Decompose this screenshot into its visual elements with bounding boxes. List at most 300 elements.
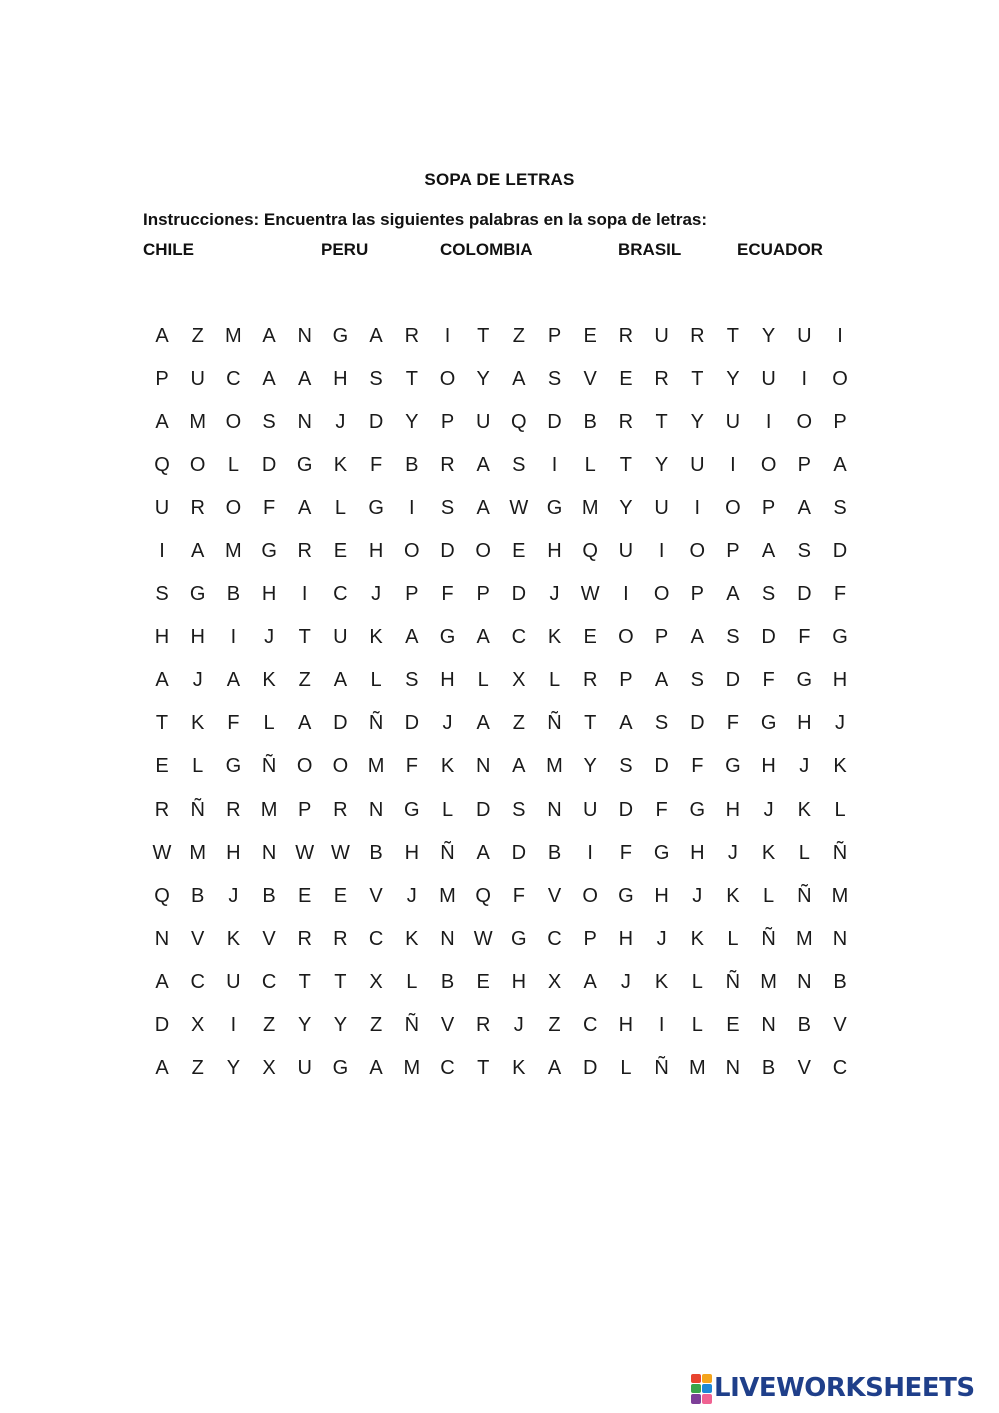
grid-cell[interactable]: P xyxy=(726,540,740,563)
grid-cell[interactable]: L xyxy=(798,841,810,864)
grid-cell[interactable]: C xyxy=(368,927,384,950)
grid-cell[interactable]: O xyxy=(225,497,242,520)
grid-cell[interactable]: T xyxy=(619,454,632,477)
grid-cell[interactable]: C xyxy=(582,1013,598,1036)
grid-cell[interactable]: Y xyxy=(761,325,776,347)
grid-cell[interactable]: N xyxy=(368,798,384,821)
grid-cell[interactable]: U xyxy=(475,411,491,434)
grid-cell[interactable]: S xyxy=(369,368,383,391)
grid-cell[interactable]: S xyxy=(761,583,776,606)
grid-cell[interactable]: C xyxy=(190,970,205,993)
grid-cell[interactable]: L xyxy=(584,454,596,477)
grid-cell[interactable]: F xyxy=(691,755,704,778)
grid-cell[interactable]: N xyxy=(761,1013,776,1036)
grid-cell[interactable]: X xyxy=(547,970,562,993)
grid-cell[interactable]: D xyxy=(690,712,705,735)
grid-cell[interactable]: G xyxy=(332,1056,349,1079)
grid-cell[interactable]: S xyxy=(512,798,526,821)
grid-cell[interactable]: C xyxy=(511,626,527,649)
grid-cell[interactable]: D xyxy=(475,798,491,821)
grid-cell[interactable]: R xyxy=(333,798,348,821)
grid-cell[interactable]: A xyxy=(155,411,169,434)
grid-cell[interactable]: K xyxy=(690,927,704,950)
grid-cell[interactable]: Y xyxy=(405,411,419,434)
grid-cell[interactable]: U xyxy=(618,540,634,563)
grid-cell[interactable]: I xyxy=(837,325,843,347)
grid-cell[interactable]: R xyxy=(297,540,312,563)
grid-cell[interactable]: U xyxy=(297,1056,312,1079)
grid-cell[interactable]: A xyxy=(298,712,312,735)
grid-cell[interactable]: H xyxy=(618,927,634,950)
grid-cell[interactable]: I xyxy=(658,540,665,563)
grid-cell[interactable]: K xyxy=(191,712,205,735)
grid-cell[interactable]: W xyxy=(509,497,529,520)
grid-cell[interactable]: L xyxy=(406,970,418,993)
grid-cell[interactable]: D xyxy=(797,583,812,606)
grid-cell[interactable]: I xyxy=(409,497,415,520)
grid-cell[interactable]: A xyxy=(512,368,526,391)
grid-cell[interactable]: A xyxy=(262,368,276,391)
grid-cell[interactable]: F xyxy=(619,841,632,864)
grid-cell[interactable]: V xyxy=(583,368,597,391)
grid-cell[interactable]: T xyxy=(691,368,704,391)
grid-cell[interactable]: H xyxy=(797,712,812,735)
grid-cell[interactable]: W xyxy=(473,927,493,950)
grid-cell[interactable]: U xyxy=(333,626,348,649)
grid-cell[interactable]: S xyxy=(262,411,276,434)
grid-cell[interactable]: D xyxy=(404,712,420,735)
grid-cell[interactable]: Ñ xyxy=(261,755,277,778)
grid-cell[interactable]: I xyxy=(444,325,451,347)
grid-cell[interactable]: A xyxy=(369,325,383,347)
grid-cell[interactable]: I xyxy=(587,841,593,864)
grid-cell[interactable]: T xyxy=(655,411,668,434)
grid-cell[interactable]: V xyxy=(369,884,383,907)
grid-cell[interactable]: P xyxy=(654,626,669,649)
grid-cell[interactable]: C xyxy=(547,927,562,950)
grid-cell[interactable]: A xyxy=(654,669,669,692)
grid-cell[interactable]: P xyxy=(619,669,633,692)
grid-cell[interactable]: R xyxy=(404,325,420,347)
grid-cell[interactable]: H xyxy=(226,841,241,864)
grid-cell[interactable]: N xyxy=(297,325,312,347)
grid-cell[interactable]: I xyxy=(765,411,772,434)
grid-cell[interactable]: G xyxy=(439,626,456,649)
grid-cell[interactable]: A xyxy=(547,1056,562,1079)
grid-cell[interactable]: G xyxy=(332,325,349,347)
grid-cell[interactable]: E xyxy=(333,540,348,563)
grid-cell[interactable]: B xyxy=(405,454,419,477)
grid-cell[interactable]: R xyxy=(226,798,241,821)
grid-cell[interactable]: J xyxy=(549,583,560,606)
grid-cell[interactable]: G xyxy=(546,497,563,520)
grid-cell[interactable]: A xyxy=(405,626,419,649)
grid-cell[interactable]: L xyxy=(227,454,239,477)
grid-cell[interactable]: G xyxy=(832,626,848,649)
grid-cell[interactable]: F xyxy=(227,712,240,735)
grid-cell[interactable]: K xyxy=(262,669,276,692)
grid-cell[interactable]: U xyxy=(226,970,241,993)
grid-cell[interactable]: S xyxy=(833,497,847,520)
grid-cell[interactable]: Ñ xyxy=(440,841,455,864)
grid-cell[interactable]: D xyxy=(368,411,384,434)
grid-cell[interactable]: G xyxy=(760,712,777,735)
grid-cell[interactable]: A xyxy=(761,540,776,563)
grid-cell[interactable]: O xyxy=(296,755,313,778)
grid-cell[interactable]: X xyxy=(262,1056,276,1079)
grid-cell[interactable]: P xyxy=(298,798,312,821)
grid-cell[interactable]: K xyxy=(440,755,455,778)
grid-cell[interactable]: Y xyxy=(583,755,597,778)
grid-cell[interactable]: K xyxy=(512,1056,526,1079)
grid-cell[interactable]: E xyxy=(155,755,169,778)
grid-cell[interactable]: K xyxy=(369,626,383,649)
grid-cell[interactable]: Y xyxy=(298,1013,312,1036)
grid-cell[interactable]: B xyxy=(797,1013,811,1036)
grid-cell[interactable]: E xyxy=(583,626,597,649)
grid-cell[interactable]: E xyxy=(512,540,526,563)
grid-cell[interactable]: N xyxy=(475,755,491,778)
grid-cell[interactable]: T xyxy=(298,970,311,993)
grid-cell[interactable]: V xyxy=(440,1013,455,1036)
grid-cell[interactable]: B xyxy=(369,841,383,864)
grid-cell[interactable]: J xyxy=(763,798,774,821)
grid-cell[interactable]: S xyxy=(619,755,633,778)
grid-cell[interactable]: J xyxy=(620,970,631,993)
grid-cell[interactable]: M xyxy=(189,411,207,434)
grid-cell[interactable]: Ñ xyxy=(725,970,741,993)
grid-cell[interactable]: H xyxy=(333,368,348,391)
grid-cell[interactable]: Ñ xyxy=(547,712,562,735)
grid-cell[interactable]: Z xyxy=(262,1013,276,1036)
grid-cell[interactable]: T xyxy=(726,325,739,347)
grid-cell[interactable]: V xyxy=(833,1013,847,1036)
grid-cell[interactable]: G xyxy=(296,454,313,477)
grid-cell[interactable]: L xyxy=(370,669,382,692)
grid-cell[interactable]: G xyxy=(368,497,384,520)
grid-cell[interactable]: S xyxy=(654,712,669,735)
grid-cell[interactable]: G xyxy=(261,540,277,563)
grid-cell[interactable]: H xyxy=(261,583,277,606)
grid-cell[interactable]: B xyxy=(226,583,241,606)
grid-cell[interactable]: K xyxy=(547,626,562,649)
grid-cell[interactable]: O xyxy=(404,540,420,563)
grid-cell[interactable]: Z xyxy=(191,325,204,347)
grid-cell[interactable]: Z xyxy=(369,1013,383,1036)
grid-cell[interactable]: M xyxy=(189,841,207,864)
grid-cell[interactable]: O xyxy=(832,368,848,391)
grid-cell[interactable]: A xyxy=(726,583,740,606)
grid-cell[interactable]: U xyxy=(690,454,705,477)
grid-cell[interactable]: G xyxy=(511,927,527,950)
grid-cell[interactable]: K xyxy=(405,927,419,950)
grid-cell[interactable]: R xyxy=(690,325,705,347)
grid-cell[interactable]: S xyxy=(440,497,455,520)
grid-cell[interactable]: K xyxy=(761,841,776,864)
grid-cell[interactable]: J xyxy=(692,884,703,907)
grid-cell[interactable]: F xyxy=(369,454,383,477)
grid-cell[interactable]: Y xyxy=(476,368,490,391)
grid-cell[interactable]: L xyxy=(727,927,739,950)
grid-cell[interactable]: B xyxy=(583,411,597,434)
grid-cell[interactable]: Z xyxy=(548,1013,561,1036)
grid-cell[interactable]: U xyxy=(154,497,170,520)
grid-cell[interactable]: M xyxy=(795,927,813,950)
grid-cell[interactable]: S xyxy=(690,669,704,692)
grid-cell[interactable]: Q xyxy=(582,540,598,563)
grid-cell[interactable]: J xyxy=(442,712,453,735)
grid-cell[interactable]: H xyxy=(154,626,170,649)
grid-cell[interactable]: D xyxy=(761,626,776,649)
grid-cell[interactable]: N xyxy=(154,927,170,950)
grid-cell[interactable]: A xyxy=(690,626,704,649)
grid-cell[interactable]: M xyxy=(581,497,599,520)
grid-cell[interactable]: U xyxy=(797,325,812,347)
grid-cell[interactable]: K xyxy=(833,755,847,778)
grid-cell[interactable]: G xyxy=(653,841,670,864)
grid-cell[interactable]: P xyxy=(440,411,455,434)
grid-cell[interactable]: Y xyxy=(654,454,669,477)
grid-cell[interactable]: O xyxy=(332,755,349,778)
grid-cell[interactable]: A xyxy=(476,497,490,520)
grid-cell[interactable]: O xyxy=(689,540,706,563)
grid-cell[interactable]: R xyxy=(333,927,348,950)
grid-cell[interactable]: J xyxy=(264,626,275,649)
grid-cell[interactable]: S xyxy=(726,626,740,649)
grid-cell[interactable]: I xyxy=(623,583,629,606)
grid-cell[interactable]: D xyxy=(725,669,741,692)
grid-cell[interactable]: P xyxy=(833,411,847,434)
grid-cell[interactable]: Q xyxy=(154,454,170,477)
grid-cell[interactable]: Ñ xyxy=(404,1013,420,1036)
grid-cell[interactable]: L xyxy=(477,669,489,692)
grid-cell[interactable]: L xyxy=(263,712,275,735)
grid-cell[interactable]: W xyxy=(152,841,172,864)
grid-cell[interactable]: O xyxy=(582,884,598,907)
grid-cell[interactable]: E xyxy=(583,325,597,347)
grid-cell[interactable]: P xyxy=(797,454,811,477)
grid-cell[interactable]: D xyxy=(440,540,455,563)
grid-cell[interactable]: A xyxy=(155,669,169,692)
grid-cell[interactable]: V xyxy=(797,1056,811,1079)
grid-cell[interactable]: N xyxy=(797,970,812,993)
grid-cell[interactable]: A xyxy=(476,712,490,735)
grid-cell[interactable]: Z xyxy=(512,325,525,347)
grid-cell[interactable]: G xyxy=(689,798,706,821)
grid-cell[interactable]: M xyxy=(439,884,456,907)
grid-cell[interactable]: I xyxy=(730,454,736,477)
grid-cell[interactable]: L xyxy=(334,497,346,520)
grid-cell[interactable]: A xyxy=(298,497,312,520)
grid-cell[interactable]: G xyxy=(225,755,242,778)
grid-cell[interactable]: N xyxy=(547,798,562,821)
grid-cell[interactable]: Y xyxy=(619,497,633,520)
grid-cell[interactable]: M xyxy=(546,755,563,778)
grid-cell[interactable]: D xyxy=(154,1013,170,1036)
grid-cell[interactable]: I xyxy=(801,368,808,391)
grid-cell[interactable]: E xyxy=(333,884,348,907)
grid-cell[interactable]: H xyxy=(654,884,669,907)
grid-cell[interactable]: S xyxy=(512,454,526,477)
grid-cell[interactable]: P xyxy=(155,368,169,391)
grid-cell[interactable]: L xyxy=(691,970,703,993)
grid-cell[interactable]: D xyxy=(832,540,848,563)
grid-cell[interactable]: M xyxy=(403,1056,421,1079)
grid-cell[interactable]: U xyxy=(582,798,598,821)
grid-cell[interactable]: U xyxy=(654,497,669,520)
grid-cell[interactable]: N xyxy=(440,927,455,950)
grid-cell[interactable]: A xyxy=(298,368,312,391)
grid-cell[interactable]: O xyxy=(225,411,242,434)
grid-cell[interactable]: H xyxy=(690,841,705,864)
grid-cell[interactable]: H xyxy=(404,841,420,864)
grid-cell[interactable]: Y xyxy=(226,1056,241,1079)
grid-cell[interactable]: F xyxy=(441,583,454,606)
grid-cell[interactable]: G xyxy=(618,884,634,907)
grid-cell[interactable]: R xyxy=(440,454,455,477)
grid-cell[interactable]: L xyxy=(548,669,561,692)
grid-cell[interactable]: O xyxy=(618,626,634,649)
grid-cell[interactable]: G xyxy=(725,755,741,778)
grid-cell[interactable]: F xyxy=(798,626,811,649)
grid-cell[interactable]: J xyxy=(656,927,667,950)
grid-cell[interactable]: Q xyxy=(154,884,170,907)
grid-cell[interactable]: H xyxy=(725,798,741,821)
grid-cell[interactable]: U xyxy=(725,411,741,434)
grid-cell[interactable]: M xyxy=(760,970,777,993)
grid-cell[interactable]: C xyxy=(333,583,348,606)
grid-cell[interactable]: A xyxy=(369,1056,383,1079)
grid-cell[interactable]: J xyxy=(335,411,346,434)
grid-cell[interactable]: J xyxy=(371,583,382,606)
grid-cell[interactable]: R xyxy=(618,411,634,434)
grid-cell[interactable]: T xyxy=(477,325,490,347)
grid-cell[interactable]: I xyxy=(658,1013,665,1036)
grid-cell[interactable]: C xyxy=(261,970,277,993)
grid-cell[interactable]: S xyxy=(797,540,811,563)
grid-cell[interactable]: L xyxy=(763,884,775,907)
grid-cell[interactable]: A xyxy=(476,454,490,477)
grid-cell[interactable]: B xyxy=(440,970,455,993)
grid-cell[interactable]: X xyxy=(191,1013,205,1036)
grid-cell[interactable]: P xyxy=(690,583,704,606)
grid-cell[interactable]: W xyxy=(330,841,350,864)
grid-cell[interactable]: K xyxy=(654,970,669,993)
grid-cell[interactable]: A xyxy=(262,325,276,347)
grid-cell[interactable]: D xyxy=(618,798,634,821)
grid-cell[interactable]: O xyxy=(725,497,741,520)
grid-cell[interactable]: A xyxy=(619,712,633,735)
grid-cell[interactable]: I xyxy=(230,1013,237,1036)
grid-cell[interactable]: U xyxy=(190,368,205,391)
grid-cell[interactable]: J xyxy=(513,1013,524,1036)
grid-cell[interactable]: D xyxy=(511,583,527,606)
grid-cell[interactable]: I xyxy=(159,540,165,563)
grid-cell[interactable]: M xyxy=(688,1056,706,1079)
grid-cell[interactable]: P xyxy=(583,927,597,950)
grid-cell[interactable]: M xyxy=(225,540,242,563)
grid-cell[interactable]: C xyxy=(226,368,241,391)
grid-cell[interactable]: P xyxy=(761,497,776,520)
grid-cell[interactable]: S xyxy=(405,669,419,692)
grid-cell[interactable]: A xyxy=(512,755,526,778)
grid-cell[interactable]: Y xyxy=(333,1013,348,1036)
grid-cell[interactable]: O xyxy=(760,454,777,477)
grid-cell[interactable]: V xyxy=(547,884,562,907)
grid-cell[interactable]: Ñ xyxy=(368,712,384,735)
grid-cell[interactable]: A xyxy=(155,1056,169,1079)
grid-cell[interactable]: Z xyxy=(298,669,311,692)
grid-cell[interactable]: R xyxy=(618,325,634,347)
grid-cell[interactable]: R xyxy=(582,669,598,692)
grid-cell[interactable]: A xyxy=(583,970,597,993)
grid-cell[interactable]: A xyxy=(226,669,241,692)
grid-cell[interactable]: V xyxy=(191,927,205,950)
grid-cell[interactable]: B xyxy=(262,884,276,907)
grid-cell[interactable]: D xyxy=(261,454,277,477)
grid-cell[interactable]: J xyxy=(835,712,845,735)
grid-cell[interactable]: H xyxy=(618,1013,634,1036)
grid-cell[interactable]: T xyxy=(298,626,311,649)
grid-cell[interactable]: P xyxy=(405,583,419,606)
grid-cell[interactable]: Q xyxy=(511,411,527,434)
grid-cell[interactable]: F xyxy=(833,583,847,606)
grid-cell[interactable]: K xyxy=(226,927,241,950)
grid-cell[interactable]: T xyxy=(334,970,347,993)
grid-cell[interactable]: A xyxy=(476,626,490,649)
grid-cell[interactable]: D xyxy=(582,1056,598,1079)
grid-cell[interactable]: Z xyxy=(191,1056,204,1079)
grid-cell[interactable]: A xyxy=(155,970,169,993)
grid-cell[interactable]: E xyxy=(476,970,490,993)
grid-cell[interactable]: C xyxy=(440,1056,455,1079)
grid-cell[interactable]: F xyxy=(726,712,739,735)
grid-cell[interactable]: A xyxy=(155,325,169,347)
grid-cell[interactable]: M xyxy=(367,755,385,778)
grid-cell[interactable]: U xyxy=(761,368,776,391)
grid-cell[interactable]: E xyxy=(298,884,312,907)
grid-cell[interactable]: L xyxy=(834,798,846,821)
grid-cell[interactable]: B xyxy=(761,1056,776,1079)
grid-cell[interactable]: Ñ xyxy=(832,841,848,864)
grid-cell[interactable]: F xyxy=(655,798,668,821)
grid-cell[interactable]: S xyxy=(547,368,562,391)
grid-cell[interactable]: Y xyxy=(690,411,704,434)
grid-cell[interactable]: P xyxy=(476,583,490,606)
grid-cell[interactable]: U xyxy=(654,325,669,347)
grid-cell[interactable]: X xyxy=(512,669,526,692)
grid-cell[interactable]: B xyxy=(191,884,205,907)
grid-cell[interactable]: T xyxy=(584,712,597,735)
grid-cell[interactable]: D xyxy=(547,411,562,434)
grid-cell[interactable]: B xyxy=(547,841,562,864)
grid-cell[interactable]: G xyxy=(404,798,420,821)
grid-cell[interactable]: W xyxy=(295,841,315,864)
grid-cell[interactable]: O xyxy=(189,454,206,477)
grid-cell[interactable]: Ñ xyxy=(761,927,776,950)
grid-cell[interactable]: Y xyxy=(726,368,740,391)
grid-cell[interactable]: H xyxy=(440,669,455,692)
grid-cell[interactable]: E xyxy=(726,1013,740,1036)
grid-cell[interactable]: J xyxy=(799,755,810,778)
grid-cell[interactable]: M xyxy=(260,798,278,821)
grid-cell[interactable]: F xyxy=(512,884,525,907)
grid-cell[interactable]: A xyxy=(333,669,348,692)
grid-cell[interactable]: I xyxy=(230,626,237,649)
grid-cell[interactable]: M xyxy=(225,325,242,347)
grid-cell[interactable]: F xyxy=(762,669,775,692)
grid-cell[interactable]: Z xyxy=(512,712,525,735)
